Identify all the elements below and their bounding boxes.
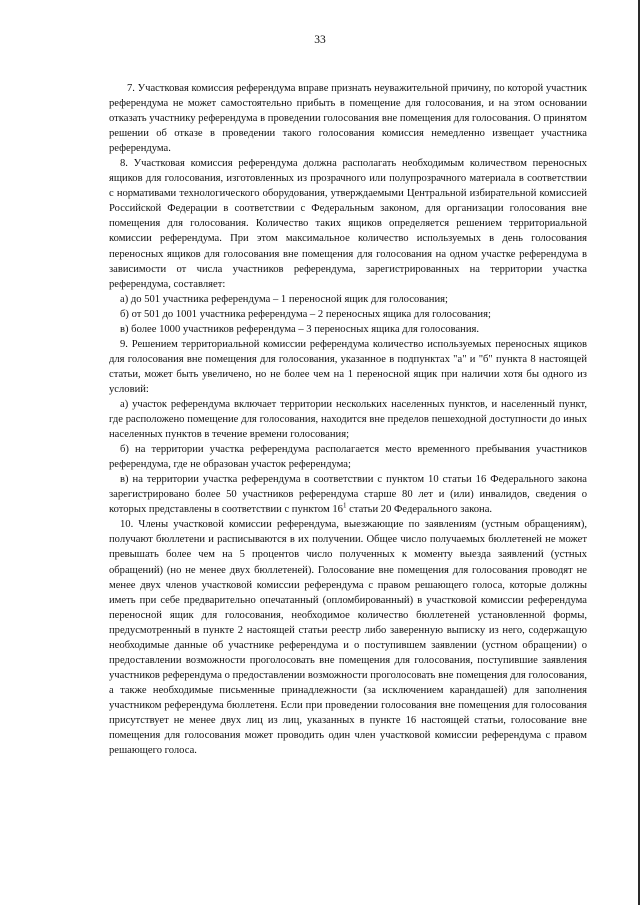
paragraph-7: 7. Участковая комиссия референдума вправе признать неуважительной причину, по которой участник референдума не может самостоятельно прибыть в помещение для голосования, и на этом основании отказать участнику референдума в проведении голосования вне помещения для голосования. О принятом решении об отказе в проведении такого голосования комиссия немедленно извещает участника референдума. [109,83,587,155]
paragraph-9-item-b: б) на территории участка референдума располагается место временного пребывания участников референдума, где не образован участок референдума; [109,444,587,471]
paragraph-9-item-v-text: в) на территории участка референдума в соответствии с пунктом 10 статьи 16 Федерального закона зарегистрировано более 50 участников референдума старше 80 лет и (или) инвалидов, сведения о которых представлены в соответствии с пунктом 16 [109,474,587,516]
paragraph-8: 8. Участковая комиссия референдума должна располагать необходимым количеством переносных ящиков для голосования, изготовленных из прозрачного или полупрозрачного материала в соответствии с нормативами технологического оборудования, утверждаемыми Центральной избирательной комиссией Российской Федерации в соответствии с Федеральным законом, для организации голосования вне помещения для голосования. Количество таких ящиков определяется решением территориальной комиссии референдума. При этом максимальное количество используемых в день голосования переносных ящиков для голосования вне помещения для голосования на одном участке референдума в зависимости от числа участников референдума, зарегистрированных на территории участка референдума, составляет: [109,158,587,290]
paragraph-9: 9. Решением территориальной комиссии референдума количество используемых переносных ящиков для голосования вне помещения для голосования, указанное в подпунктах "а" и "б" пункта 8 настоящей статьи, может быть увеличено, но не более чем на 1 переносной ящик при наличии хотя бы одного из условий: [109,338,587,395]
paragraph-8-item-b: б) от 501 до 1001 участника референдума – 2 переносных ящика для голосования; [120,308,491,320]
paragraph-8-item-a: а) до 501 участника референдума – 1 переносной ящик для голосования; [120,293,448,305]
superscript: 1 [342,501,347,510]
paragraph-9-item-v-tail: статьи 20 Федерального закона. [346,504,493,516]
paragraph-9-item-a: а) участок референдума включает территории нескольких населенных пунктов, и населенный пункт, где расположено помещение для голосования, находится вне пределов пешеходной доступности до иных населенных пунктов в течение времени голосования; [109,398,587,441]
paragraph-8-item-v: в) более 1000 участников референдума – 3 переносных ящика для голосования. [120,323,480,335]
paragraph-9-item-v [109,472,587,517]
document-body [109,81,587,758]
page-number: 33 [314,34,326,46]
paragraph-10: 10. Члены участковой комиссии референдума, выезжающие по заявлениям (устным обращениям), получают бюллетени и расписываются в их получении. Общее число получаемых бюллетеней не может превышать более чем на 5 процентов число полученных к моменту выезда заявлений (устных обращений) (но не менее двух бюллетеней). Голосование вне помещения для голосования проводят не менее двух членов участковой комиссии референдума с правом решающего голоса, которые должны иметь при себе предварительно опечатанный (опломбированный) в участковой комиссии референдума переносной ящик для голосования, необходимое количество бюллетеней установленной формы, предусмотренный в пункте 2 настоящей статьи реестр либо заверенную выписку из него, содержащую необходимые данные об участнике референдума и о поступившем заявлении (устном обращении) о предоставлении возможности проголосовать вне помещения для голосования, поступившие заявления участников референдума о предоставлении возможности проголосовать вне помещения для голосования, а также необходимые письменные принадлежности (за исключением карандашей) для заполнения участником референдума бюллетеня. Если при проведении голосования вне помещения для голосования присутствует не менее двух лиц из лиц, указанных в пункте 16 настоящей статьи, голосование вне помещения для голосования может проводить один член участковой комиссии референдума с правом решающего голоса. [109,519,587,757]
